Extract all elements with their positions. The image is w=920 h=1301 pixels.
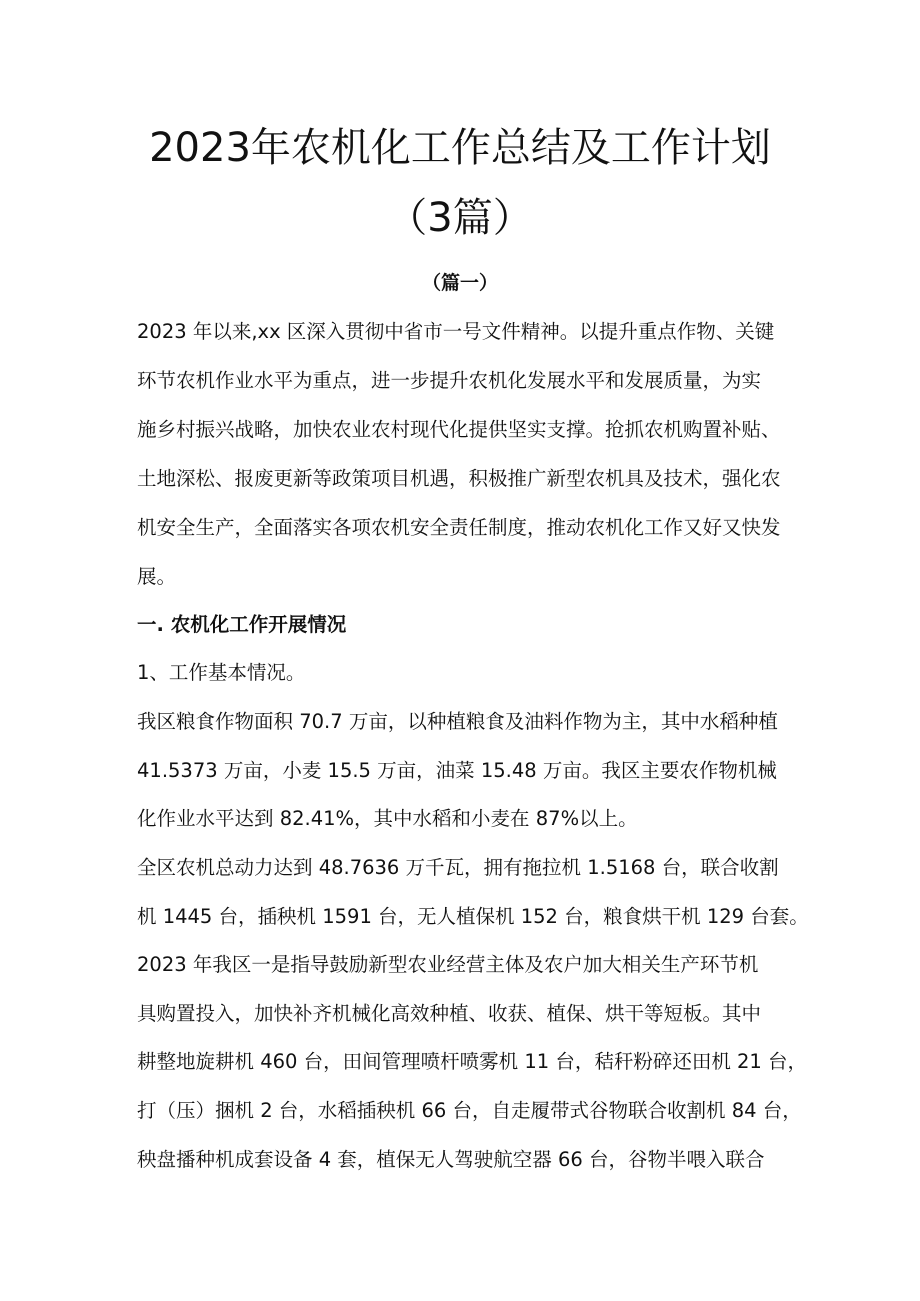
body-line: 2023 年我区一是指导鼓励新型农业经营主体及农户加大相关生产环节机 xyxy=(137,953,759,976)
body-line: 全区农机总动力达到 48.7636 万千瓦，拥有拖拉机 1.5168 台，联合收割 xyxy=(137,856,779,879)
body-line: 化作业水平达到 82.41%，其中水稻和小麦在 87%以上。 xyxy=(137,807,638,830)
body-line: 施乡村振兴战略，加快农业农村现代化提供坚实支撑。抢抓农机购置补贴、 xyxy=(137,418,781,441)
body-line: 土地深松、报废更新等政策项目机遇，积极推广新型农机具及技术，强化农 xyxy=(137,467,781,490)
body-line: 耕整地旋耕机 460 台，田间管理喷杆喷雾机 11 台，秸秆粉碎还田机 21 台， xyxy=(137,1050,808,1073)
body-line: 打（压）捆机 2 台，水稻插秧机 66 台，自走履带式谷物联合收割机 84 台， xyxy=(137,1099,802,1122)
section-heading: 一. 农机化工作开展情况 xyxy=(137,613,347,636)
subsection-heading: 1、工作基本情况。 xyxy=(137,661,306,684)
body-line: 机安全生产，全面落实各项农机安全责任制度，推动农机化工作又好又快发 xyxy=(137,516,781,539)
body-line: 环节农机作业水平为重点，进一步提升农机化发展水平和发展质量，为实 xyxy=(137,369,762,392)
part-label: （篇一） xyxy=(421,272,498,294)
body-line: 我区粮食作物面积 70.7 万亩，以种植粮食及油料作物为主，其中水稻种植 xyxy=(137,710,778,733)
body-line: 2023 年以来,xx 区深入贯彻中省市一号文件精神。以提升重点作物、关键 xyxy=(137,320,775,343)
body-line: 机 1445 台，插秧机 1591 台，无人植保机 152 台，粮食烘干机 129 台套。 xyxy=(137,905,809,928)
document-title-count: （3篇） xyxy=(387,195,533,241)
body-line: 秧盘播种机成套设备 4 套，植保无人驾驶航空器 66 台，谷物半喂入联合 xyxy=(137,1148,765,1171)
document-title: 2023年农机化工作总结及工作计划 xyxy=(149,125,771,171)
body-line: 具购置投入，加快补齐机械化高效种植、收获、植保、烘干等短板。其中 xyxy=(137,1002,762,1025)
body-line: 展。 xyxy=(137,565,177,588)
body-line: 41.5373 万亩，小麦 15.5 万亩，油菜 15.48 万亩。我区主要农作物机械 xyxy=(137,759,777,782)
